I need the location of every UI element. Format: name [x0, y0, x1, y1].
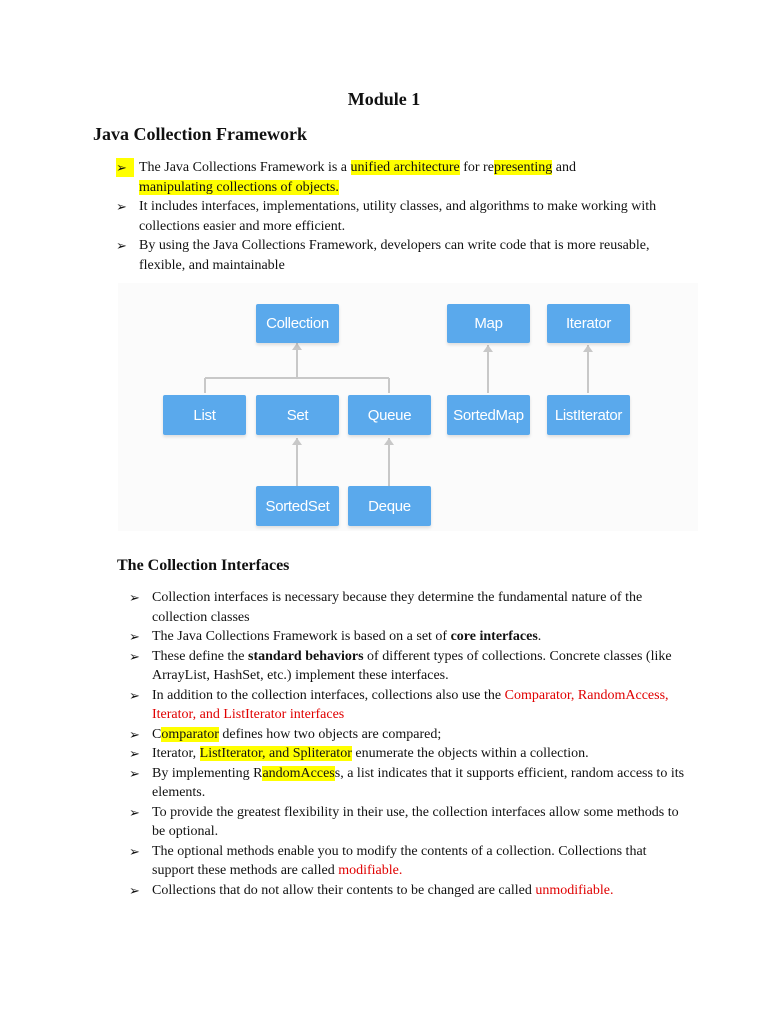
list-item: ➢ By implementing RandomAccess, a list indicates that it supports efficient, random access to its elements.: [129, 765, 685, 800]
bullet-arrow-icon: ➢: [129, 648, 140, 664]
node-set: Set: [256, 395, 339, 435]
arrowhead-icon: [292, 438, 302, 445]
list-item: ➢ To provide the greatest flexibility in their use, the collection interfaces allow some methods to be optional.: [129, 804, 679, 839]
red-text: modifiable.: [338, 863, 403, 878]
intro-bullet-list: [116, 158, 699, 275]
arrowhead-icon: [583, 345, 593, 352]
list-item: ➢ Collection interfaces is necessary because they determine the fundamental nature of the collection classes: [129, 590, 643, 625]
node-collection: Collection: [256, 304, 339, 343]
highlighted-text: andomAcces: [262, 765, 335, 781]
arrowhead-icon: [384, 438, 394, 445]
bold-term: standard behaviors: [248, 648, 364, 664]
list-item: ➢ Collections that do not allow their contents to be changed are called unmodifiable.: [129, 882, 614, 898]
node-sortedmap: SortedMap: [447, 395, 530, 435]
bullet-arrow-icon: ➢: [129, 882, 140, 898]
list-item: ➢ It includes interfaces, implementations, utility classes, and algorithms to make working with collections easier and more efficient.: [116, 199, 657, 234]
node-sortedset: SortedSet: [256, 486, 339, 526]
node-deque: Deque: [348, 486, 431, 526]
red-text: Comparator, RandomAccess, Iterator, and ListIterator interfaces: [152, 687, 669, 722]
bullet-arrow-icon: ➢: [129, 746, 140, 761]
section-heading-framework: Java Collection Framework: [93, 124, 307, 144]
interfaces-bullet-list: [129, 588, 692, 900]
bullet-arrow-icon: ➢: [129, 843, 140, 859]
arrowhead-icon: [483, 345, 493, 352]
list-item: ➢ By using the Java Collections Framework, developers can write code that is more reusable, flexible, and maintainable: [116, 238, 650, 273]
bold-term: core interfaces: [450, 629, 538, 644]
arrowhead-icon: [292, 343, 302, 350]
bullet-arrow-icon: ➢: [129, 590, 140, 605]
bullet-arrow-icon: ➢: [129, 765, 140, 781]
section-heading-interfaces: The Collection Interfaces: [117, 557, 290, 574]
list-item: ➢ The Java Collections Framework is a unified architecture for representing and manipulating collections of objects.: [116, 160, 576, 195]
highlighted-text: presenting: [493, 160, 553, 175]
bullet-arrow-icon: ➢: [116, 158, 134, 177]
bullet-arrow-icon: ➢: [129, 629, 140, 644]
list-item: ➢ Iterator, ListIterator, and Spliterator enumerate the objects within a collection.: [129, 746, 589, 761]
highlighted-text: manipulating collections of objects.: [139, 179, 339, 195]
list-item: ➢ The Java Collections Framework is based on a set of core interfaces.: [129, 629, 542, 644]
bullet-arrow-icon: ➢: [129, 687, 140, 703]
node-iterator: Iterator: [547, 304, 630, 343]
red-text: unmodifiable.: [535, 882, 614, 898]
list-item: ➢ The optional methods enable you to modify the contents of a collection. Collections that support these methods are called modifiable.: [129, 843, 647, 878]
highlighted-text: unified architecture: [350, 160, 460, 175]
node-listiterator: ListIterator: [547, 395, 630, 435]
list-item: ➢ These define the standard behaviors of different types of collections. Concrete classes (like ArrayList, HashSet, etc.) implement these interfaces.: [129, 648, 672, 683]
bullet-arrow-icon: ➢: [116, 238, 127, 253]
list-item: ➢ Comparator defines how two objects are compared;: [129, 726, 442, 742]
node-map: Map: [447, 304, 530, 343]
page-title: Module 1: [347, 89, 421, 109]
bullet-arrow-icon: ➢: [116, 199, 127, 214]
highlighted-text: omparator: [161, 726, 219, 742]
bullet-arrow-icon: ➢: [129, 804, 140, 820]
collection-hierarchy-diagram: [118, 283, 698, 531]
list-item: ➢ In addition to the collection interfaces, collections also use the Comparator, RandomAccess, Iterator, and ListIterator interfaces: [129, 687, 669, 722]
bullet-arrow-icon: ➢: [129, 726, 140, 742]
highlighted-text: ListIterator, and Spliterator: [199, 746, 352, 761]
node-list: List: [163, 395, 246, 435]
node-queue: Queue: [348, 395, 431, 435]
